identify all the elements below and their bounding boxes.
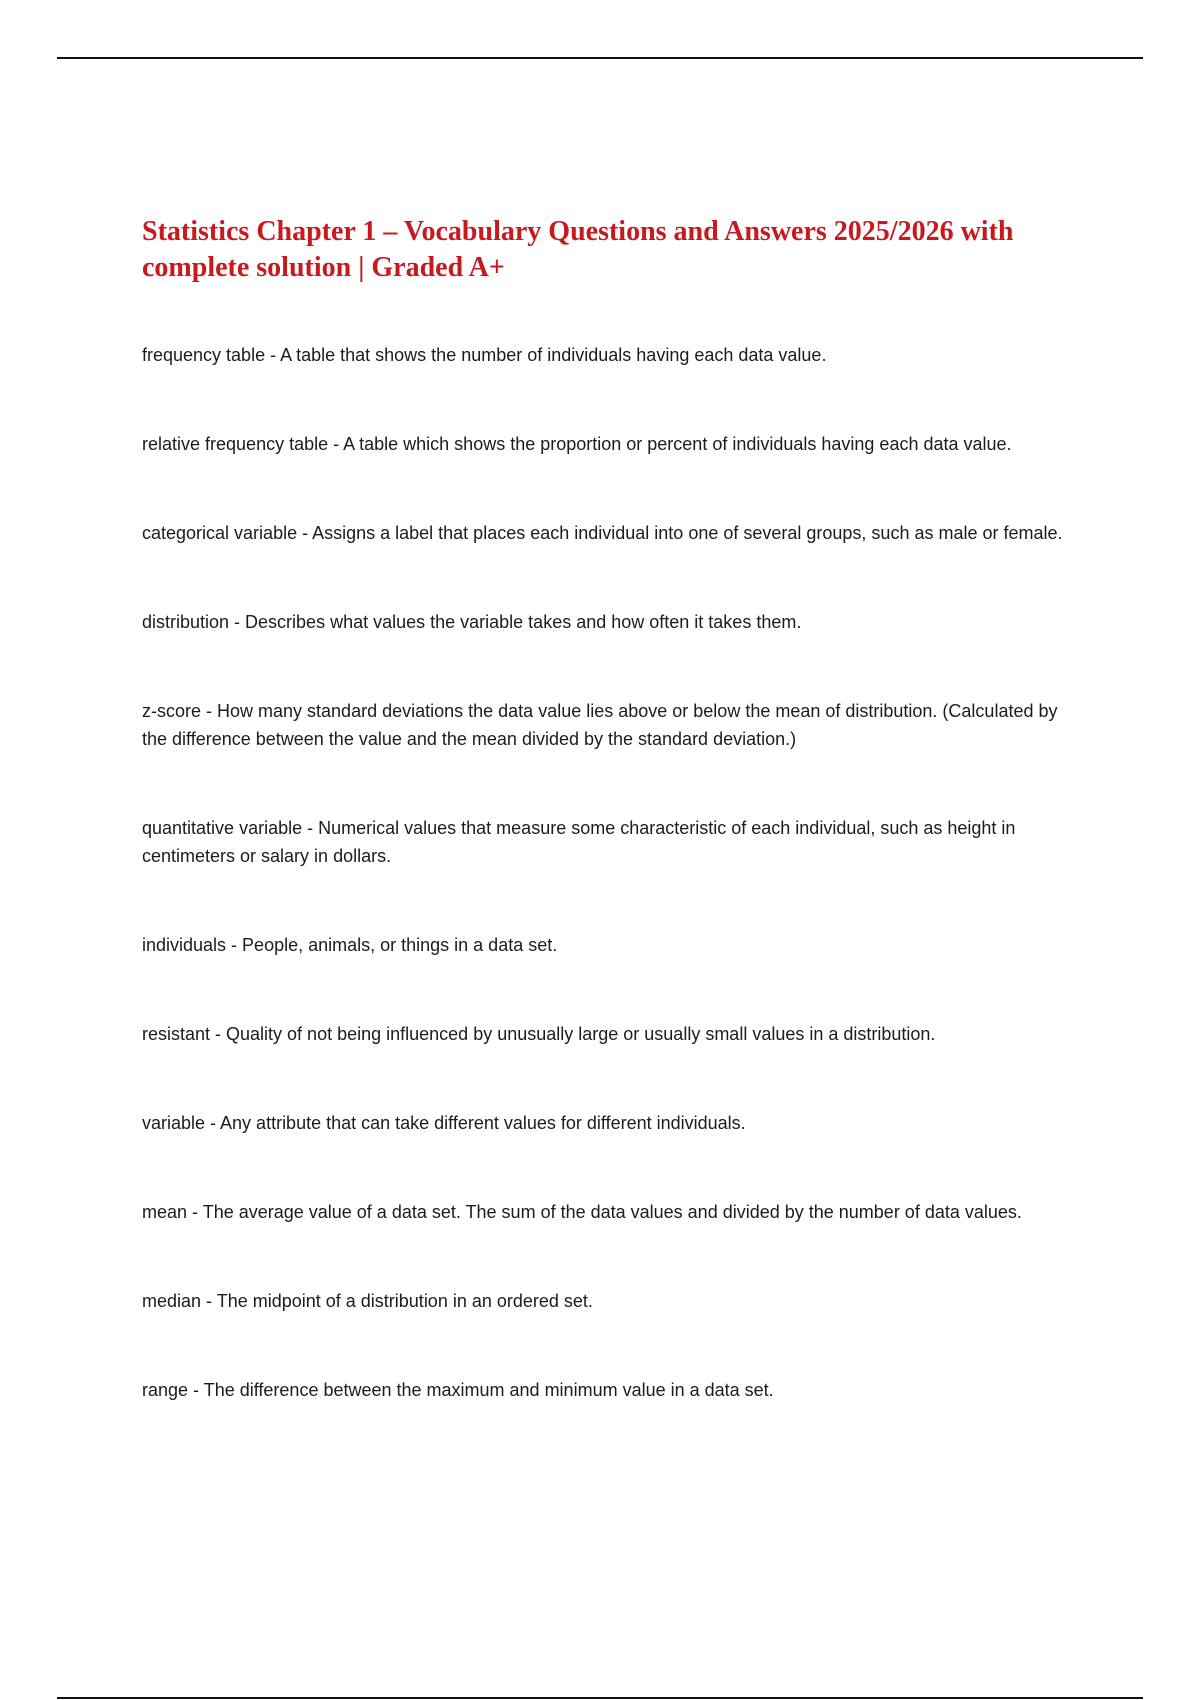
vocabulary-entry: distribution - Describes what values the variable takes and how often it takes them.	[142, 612, 802, 632]
vocabulary-entry: categorical variable - Assigns a label that places each individual into one of several groups, such as male or female.	[142, 523, 1063, 543]
vocabulary-entry: quantitative variable - Numerical values that measure some characteristic of each individual, such as height in centimeters or salary in dollars.	[142, 818, 1016, 866]
document-title: Statistics Chapter 1 – Vocabulary Questions and Answers 2025/2026 with complete solution | Graded A+	[142, 216, 1014, 283]
vocabulary-list	[142, 341, 1072, 1404]
bottom-divider	[57, 1697, 1143, 1699]
vocabulary-entry: mean - The average value of a data set. The sum of the data values and divided by the number of data values.	[142, 1202, 1022, 1222]
vocabulary-entry: relative frequency table - A table which shows the proportion or percent of individuals having each data value.	[142, 434, 1012, 454]
vocabulary-entry: variable - Any attribute that can take different values for different individuals.	[142, 1113, 746, 1133]
vocabulary-entry: frequency table - A table that shows the number of individuals having each data value.	[142, 345, 827, 365]
vocabulary-entry: individuals - People, animals, or things in a data set.	[142, 935, 558, 955]
vocabulary-entry: range - The difference between the maximum and minimum value in a data set.	[142, 1380, 774, 1400]
vocabulary-entry: resistant - Quality of not being influenced by unusually large or usually small values in a distribution.	[142, 1024, 936, 1044]
document-body	[142, 214, 1072, 1465]
vocabulary-entry: median - The midpoint of a distribution in an ordered set.	[142, 1291, 593, 1311]
vocabulary-entry: z-score - How many standard deviations the data value lies above or below the mean of distribution. (Calculated by the difference between the value and the mean divided by the standard deviation.)	[142, 701, 1058, 749]
top-divider	[57, 57, 1143, 59]
